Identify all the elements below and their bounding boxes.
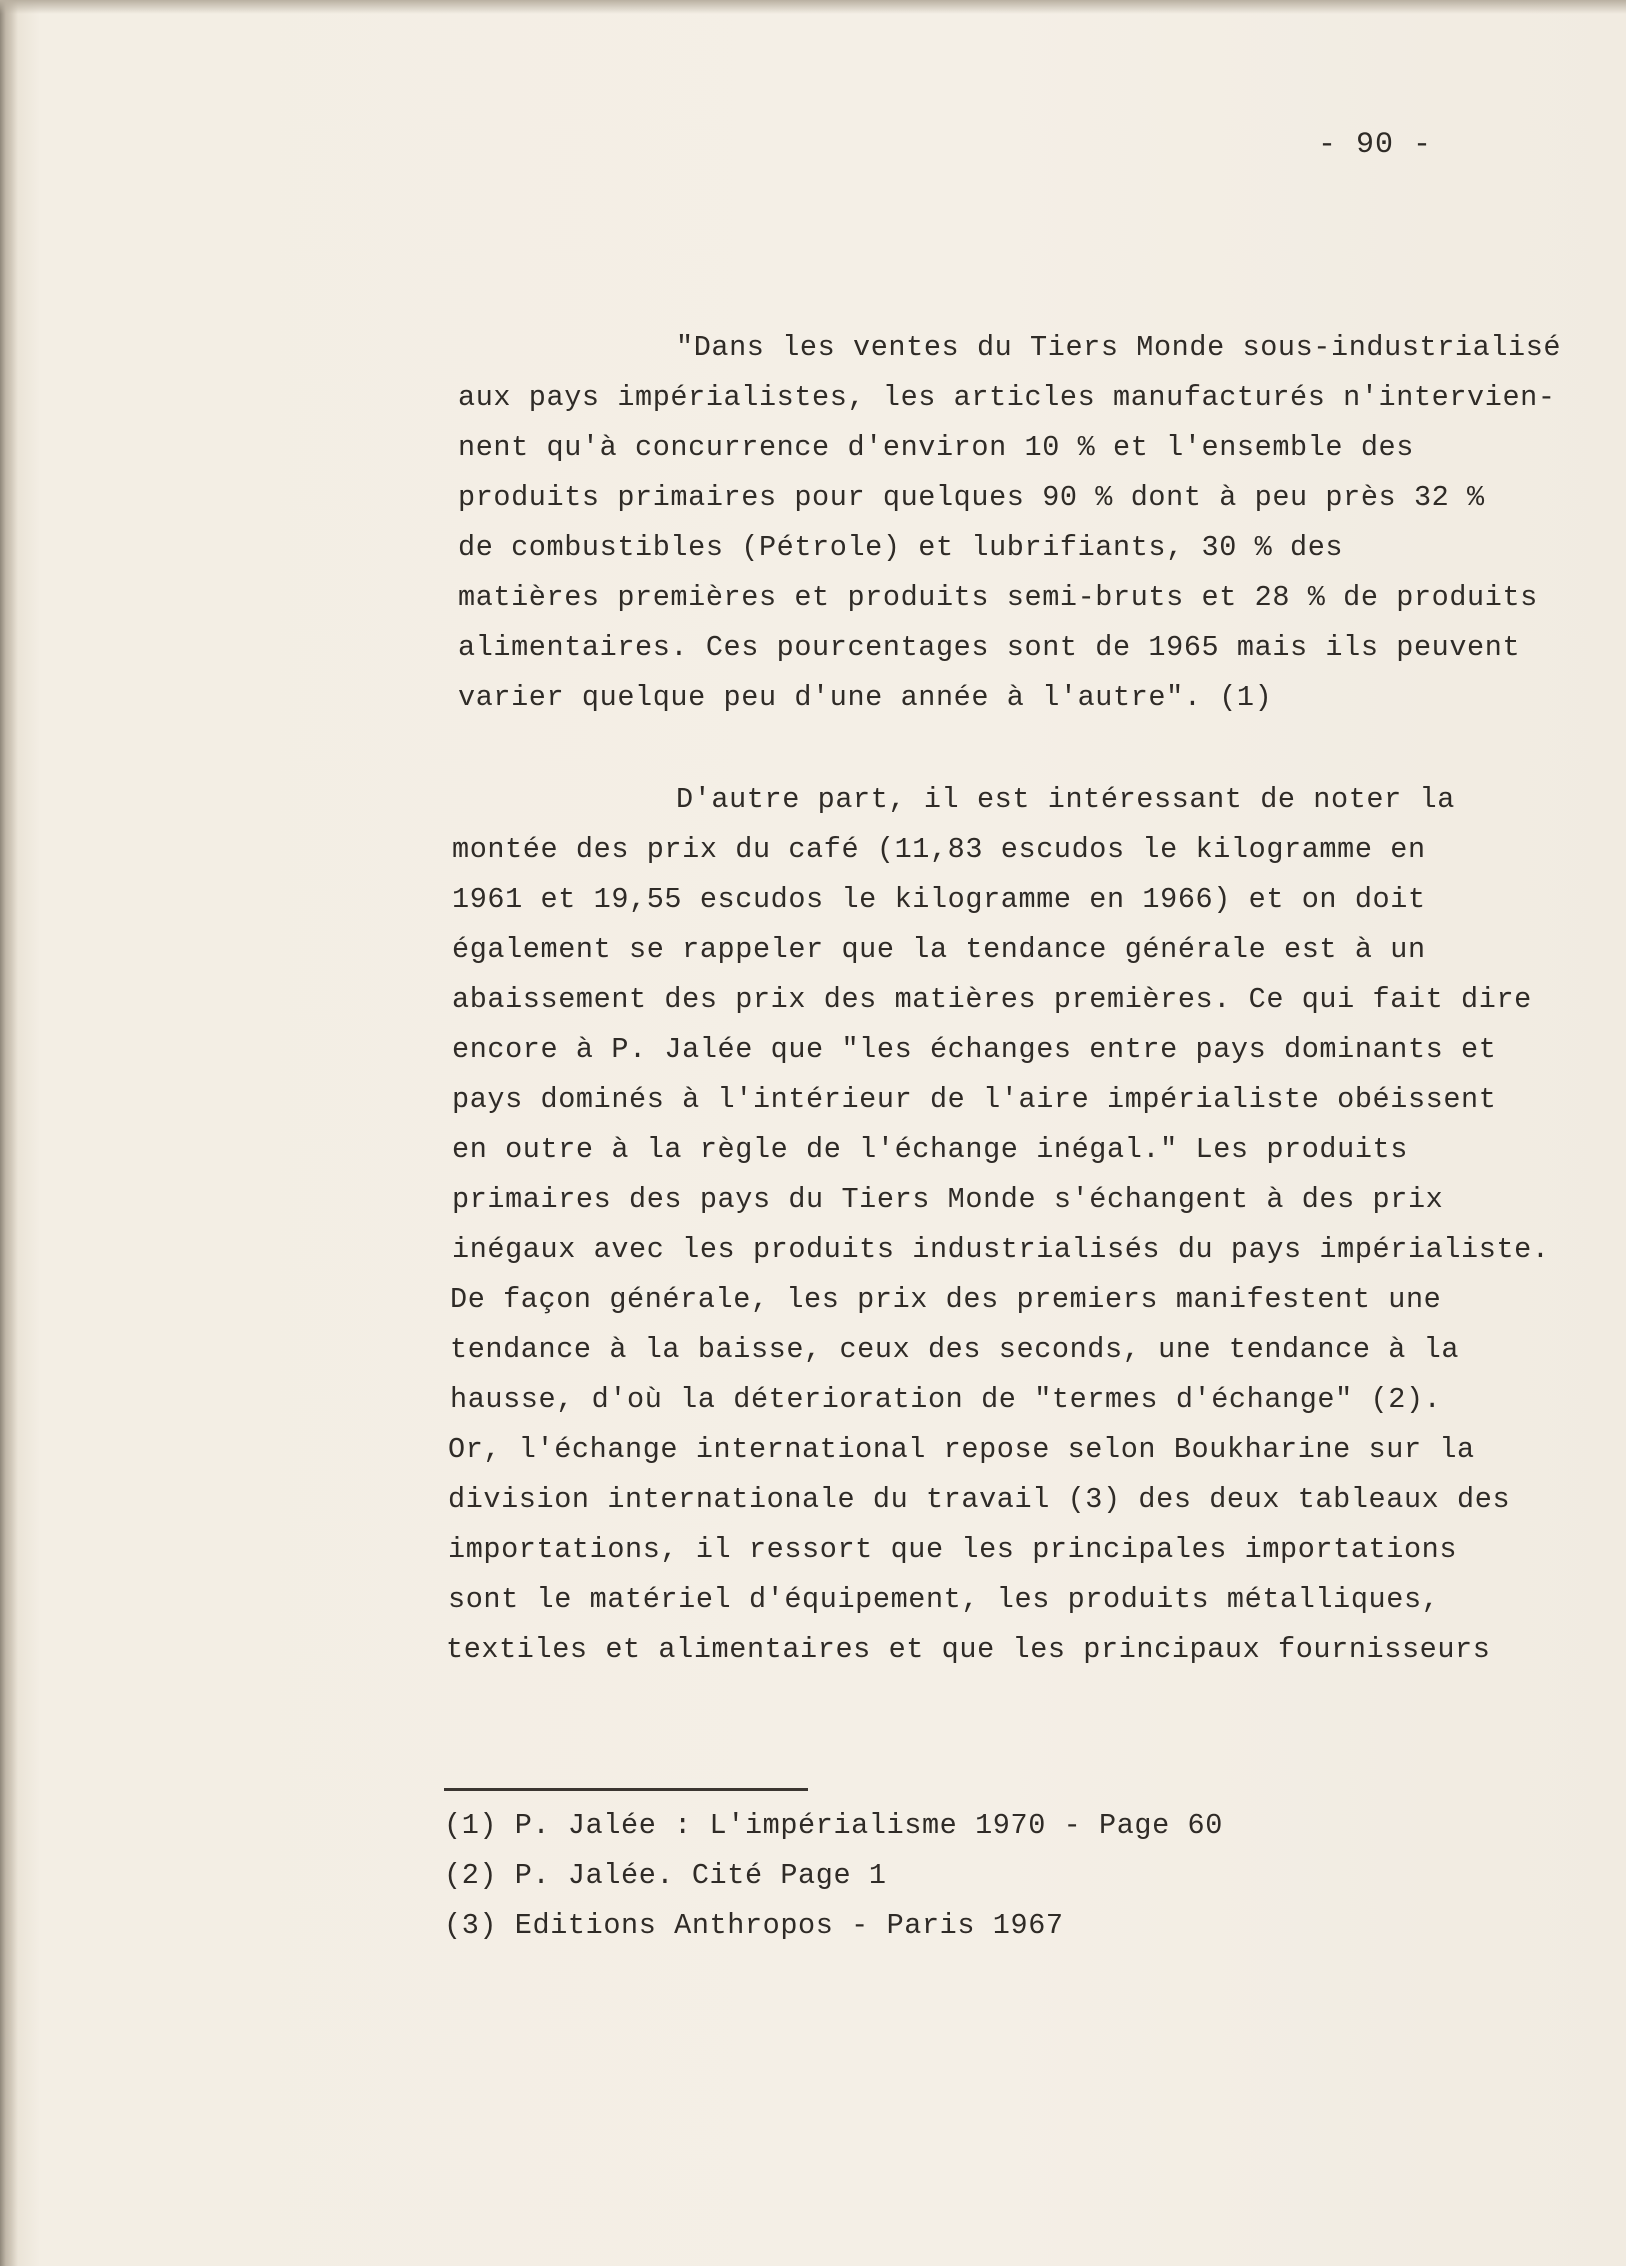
quote-line: alimentaires. Ces pourcentages sont de 1965 mais ils peuvent: [458, 631, 1521, 664]
quote-line: nent qu'à concurrence d'environ 10 % et l'ensemble des: [458, 431, 1414, 464]
quote-line: aux pays impérialistes, les articles manufacturés n'intervien-: [458, 381, 1556, 414]
footnote: (2) P. Jalée. Cité Page 1: [444, 1859, 887, 1892]
body-line: pays dominés à l'intérieur de l'aire impérialiste obéissent: [452, 1083, 1497, 1116]
body-line: De façon générale, les prix des premiers manifestent une: [450, 1283, 1442, 1316]
binding-shadow: [0, 0, 18, 2266]
quote-line: de combustibles (Pétrole) et lubrifiants, 30 % des: [458, 531, 1344, 564]
body-line: tendance à la baisse, ceux des seconds, une tendance à la: [450, 1333, 1460, 1366]
quote-line: produits primaires pour quelques 90 % dont à peu près 32 %: [458, 481, 1485, 514]
body-line: primaires des pays du Tiers Monde s'échangent à des prix: [452, 1183, 1444, 1216]
body-line: en outre à la règle de l'échange inégal." Les produits: [452, 1133, 1408, 1166]
quote-line: matières premières et produits semi-bruts et 28 % de produits: [458, 581, 1538, 614]
quote-line: "Dans les ventes du Tiers Monde sous-industrialisé: [676, 331, 1562, 364]
body-line: D'autre part, il est intéressant de noter la: [676, 783, 1455, 816]
quote-line: varier quelque peu d'une année à l'autre". (1): [458, 681, 1273, 714]
footnote: (1) P. Jalée : L'impérialisme 1970 - Page 60: [444, 1809, 1223, 1842]
body-line: sont le matériel d'équipement, les produits métalliques,: [448, 1583, 1440, 1616]
body-line: également se rappeler que la tendance générale est à un: [452, 933, 1426, 966]
body-line: encore à P. Jalée que "les échanges entre pays dominants et: [452, 1033, 1497, 1066]
footnote: (3) Editions Anthropos - Paris 1967: [444, 1909, 1064, 1942]
page-number: - 90 -: [1318, 128, 1433, 162]
body-line: 1961 et 19,55 escudos le kilogramme en 1966) et on doit: [452, 883, 1426, 916]
body-line: inégaux avec les produits industrialisés du pays impérialiste.: [452, 1233, 1550, 1266]
body-line: hausse, d'où la déterioration de "termes d'échange" (2).: [450, 1383, 1442, 1416]
footnote-separator: [444, 1788, 808, 1791]
body-line: division internationale du travail (3) des deux tableaux des: [448, 1483, 1511, 1516]
body-line: abaissement des prix des matières premières. Ce qui fait dire: [452, 983, 1532, 1016]
body-line: importations, il ressort que les principales importations: [448, 1533, 1458, 1566]
top-edge-shadow: [0, 0, 1626, 14]
body-line: montée des prix du café (11,83 escudos le kilogramme en: [452, 833, 1426, 866]
body-line: Or, l'échange international repose selon Boukharine sur la: [448, 1433, 1475, 1466]
body-line: textiles et alimentaires et que les principaux fournisseurs: [446, 1633, 1491, 1666]
